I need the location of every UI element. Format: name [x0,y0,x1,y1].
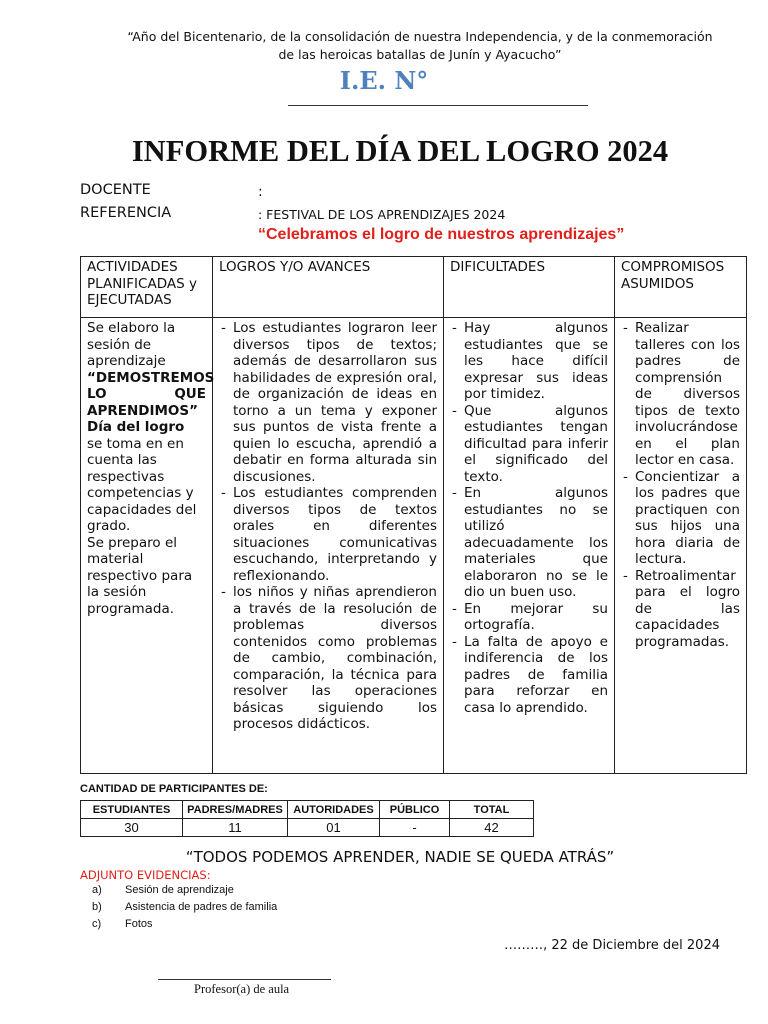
logros-cell [213,318,444,774]
report-table [80,256,747,774]
participants-value-autoridades: 01 [288,819,380,837]
dificultades-list [450,320,608,716]
dificultad-item: - La falta de apoyo e indiferencia de los padres de familia para reforzar en casa lo aprendido. [450,634,608,717]
header-dificultades: DIFICULTADES [444,257,615,318]
evidence-marker: b) [92,901,102,913]
page-title: INFORME DEL DÍA DEL LOGRO 2024 [131,134,669,168]
participants-header-publico: PÚBLICO [380,801,450,819]
participants-value-estudiantes: 30 [81,819,183,837]
dificultades-cell [444,318,615,774]
motto-line-1: “Año del Bicentenario, de la consolidación de nuestra Independencia, y de la conmemoración [127,29,713,44]
logro-item: - Los estudiantes comprenden diversos tipos de textos orales en diferentes situaciones comunicativas escuchando, interpretando y reflexionando. [219,485,437,584]
referencia-label: REFERENCIA [80,205,172,221]
closing-quote: “TODOS PODEMOS APRENDER, NADIE SE QUEDA ATRÁS” [185,848,615,866]
participants-header-estudiantes: ESTUDIANTES [81,801,183,819]
participants-header-padres: PADRES/MADRES [183,801,288,819]
actividades-text-1: Se elaboro la sesión de aprendizaje [87,320,176,369]
motto-header [110,28,730,64]
referencia-value: : FESTIVAL DE LOS APRENDIZAJES 2024 [258,207,506,222]
report-table-body-row [81,318,747,774]
evidence-text: Asistencia de padres de familia [125,901,278,913]
compromiso-item: - Concientizar a los padres que practiquen con sus hijos una hora diaria de lectura. [621,469,740,568]
actividades-session-title: “DEMOSTREMOS LO QUE APRENDIMOS” Día del logro [87,369,215,435]
evidence-marker: a) [92,884,102,896]
logros-list [219,320,437,733]
compromisos-list [621,320,740,650]
participants-title: CANTIDAD DE PARTICIPANTES DE: [80,783,268,795]
logro-item: - los niños y niñas aprendieron a través de la resolución de problemas diversos contenidos como problemas de cambio, combinación, comparación, la técnica para resolver las operaciones básicas siguiendo los procesos didácticos. [219,584,437,733]
evidence-item [92,916,277,933]
dificultad-item: - Que algunos estudiantes tengan dificultad para inferir el significado del texto. [450,403,608,486]
actividades-text-2: se toma en en cuenta las respectivas competencias y capacidades del grado. [87,435,197,534]
report-table-header-row [81,257,747,318]
compromisos-cell [615,318,747,774]
evidence-label: ADJUNTO EVIDENCIAS: [80,868,211,882]
dificultad-item: - Hay algunos estudiantes que se les hace difícil expresar sus ideas por timidez. [450,320,608,403]
compromiso-item: - Realizar talleres con los padres de comprensión de diversos tipos de texto involucrándose en el plan lector en casa. [621,320,740,469]
participants-value-padres: 11 [183,819,288,837]
institution-title: I.E. N° [339,66,429,95]
dificultad-item: - En mejorar su ortografía. [450,601,608,634]
evidence-text: Fotos [125,918,153,930]
evidence-text: Sesión de aprendizaje [125,884,234,896]
participants-header-row [81,801,534,819]
evidence-list [92,882,277,933]
evidence-item [92,899,277,916]
participants-table [80,800,534,837]
participants-value-publico: - [380,819,450,837]
header-compromisos: COMPROMISOS ASUMIDOS [615,257,747,318]
institution-underline [288,105,588,106]
date-line: ………, 22 de Diciembre del 2024 [504,938,720,953]
motto-line-2: de las heroicas batallas de Junín y Ayacucho” [278,47,562,62]
dificultad-item: - En algunos estudiantes no se utilizó adecuadamente los materiales que elaboraron no se le dio un buen uso. [450,485,608,601]
signature-line [158,979,331,980]
participants-value-total: 42 [450,819,534,837]
participants-header-total: TOTAL [450,801,534,819]
evidence-marker: c) [92,918,102,930]
header-actividades: ACTIVIDADES PLANIFICADAS y EJECUTADAS [81,257,213,318]
evidence-item [92,882,277,899]
signature-label: Profesor(a) de aula [194,982,290,996]
logro-item: - Los estudiantes lograron leer diversos tipos de textos; además de desarrollaron sus habilidades de expresión oral, de organización de ideas en torno a un tema y exponer sus puntos de vista frente a quien lo escucha, aprendió a debatir en forma alturada sin discusiones. [219,320,437,485]
compromiso-item: - Retroalimentar para el logro de las capacidades programadas. [621,568,740,651]
slogan: “Celebramos el logro de nuestros aprendizajes” [258,226,625,243]
participants-header-autoridades: AUTORIDADES [288,801,380,819]
header-logros: LOGROS Y/O AVANCES [213,257,444,318]
actividades-cell [81,318,213,774]
participants-value-row [81,819,534,837]
actividades-text-3: Se preparo el material respectivo para la sesión programada. [87,534,193,617]
docente-label: DOCENTE [80,182,151,198]
docente-value: : [258,184,263,200]
